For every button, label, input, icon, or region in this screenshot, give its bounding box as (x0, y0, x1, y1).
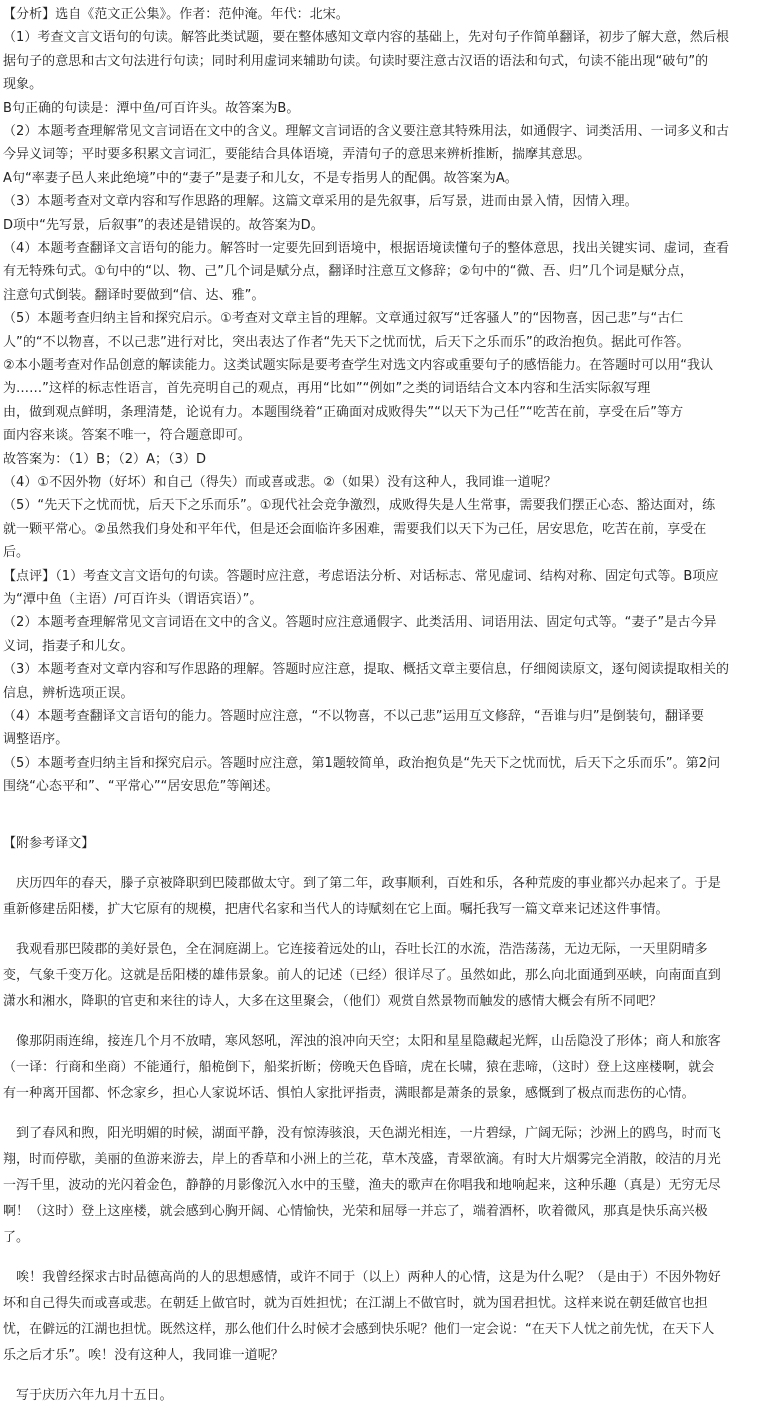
text-line: 潇水和湘水，降职的官吏和来往的诗人，大多在这里聚会，（他们）观赏自然景物而触发的感情大概会有所不同吧？ (3, 994, 663, 1009)
text-line: （5）“先天下之忧而忧，后天下之乐而乐”。①现代社会竞争激烈，成败得失是人生常事，需要我们摆正心态、豁达面对，练 (3, 498, 716, 514)
text-line: D项中“先写景，后叙事”的表述是错误的。故答案为D。 (3, 217, 324, 233)
text-line: 现象。 (3, 77, 43, 93)
text-line: 写于庆历六年九月十五日。 (3, 1388, 173, 1403)
text-line: 像那阴雨连绵，接连几个月不放晴，寒风怒吼，浑浊的浪冲向天空；太阳和星星隐藏起光辉，山岳隐没了形体；商人和旅客 (3, 1034, 721, 1049)
text-line: 义词，指妻子和儿女。 (3, 638, 134, 654)
text-line: 啊！（这时）登上这座楼，就会感到心胸开阔、心情愉快，光荣和屈辱一并忘了，端着酒杯，吹着微风，那真是快乐高兴极 (3, 1204, 708, 1219)
text-line: ②本小题考查对作品创意的解读能力。这类试题实际是要考查学生对选文内容或重要句子的感悟能力。在答题时可以用“我认 (3, 358, 714, 373)
text-line: 【分析】选自《范文正公集》。作者：范仲淹。年代：北宋。 (3, 7, 349, 22)
text-line: 一泻千里，波动的光闪着金色，静静的月影像沉入水中的玉璧，渔夫的歌声在你唱我和地响起来，这种乐趣（真是）无穷无尽 (3, 1178, 721, 1193)
text-line: 庆历四年的春天，滕子京被降职到巴陵郡做太守。到了第二年，政事顺利，百姓和乐，各种荒废的事业都兴办起来了。于是 (3, 876, 721, 891)
text-line: 人”的“不以物喜，不以己悲”进行对比，突出表达了作者“先天下之忧而忧，后天下之乐而乐”的政治抱负。据此可作答。 (3, 334, 690, 350)
text-line: （4）本题考查翻译文言语句的能力。解答时一定要先回到语境中，根据语境读懂句子的整体意思，找出关键实词、虚词，查看 (3, 241, 730, 256)
text-line: 翔，时而停歇，美丽的鱼游来游去，岸上的香草和小洲上的兰花，草木茂盛，青翠欲滴。有时大片烟雾完全消散，皎洁的月光 (3, 1152, 721, 1167)
text-line: （4）本题考查翻译文言语句的能力。答题时应注意，“不以物喜，不以己悲”运用互文修辞，“吾谁与归”是倒装句，翻译要 (3, 709, 705, 724)
text-line: （3）本题考查对文章内容和写作思路的理解。这篇文章采用的是先叙事，后写景，进而由景入情，因情入理。 (3, 194, 638, 210)
text-line: （5）本题考查归纳主旨和探究启示。答题时应注意，第1题较简单，政治抱负是“先天下之忧而忧，后天下之乐而乐”。第2问 (3, 755, 721, 771)
text-line: 注意句式倒装。翻译时要做到“信、达、雅”。 (3, 287, 265, 303)
text-line: 唉！我曾经探求古时品德高尚的人的思想感情，或许不同于（以上）两种人的心情，这是为什么呢？（是由于）不因外物好 (3, 1270, 721, 1285)
text-line: 就一颗平常心。②虽然我们身处和平年代，但是还会面临许多困难，需要我们以天下为己任，居安思危，吃苦在前，享受在 (3, 521, 707, 537)
text-line: 由，做到观点鲜明，条理清楚，论说有力。本题围绕着“正确面对成败得失”“以天下为己任”“吃苦在前，享受在后”等方 (3, 404, 684, 420)
text-line: 有无特殊句式。①句中的“以、物、己”几个词是赋分点，翻译时注意互文修辞；②句中的“微、吾、归”几个词是赋分点， (3, 264, 693, 280)
text-line: 后。 (3, 545, 30, 561)
text-line: 乐之后才乐”。唉！没有这种人，我同谁一道呢？ (3, 1348, 284, 1363)
text-line: 重新修建岳阳楼，扩大它原有的规模，把唐代名家和当代人的诗赋刻在它上面。嘱托我写一篇文章来记述这件事情。 (3, 902, 669, 917)
text-line: 到了春风和煦，阳光明媚的时候，湖面平静，没有惊涛骇浪，天色湖光相连，一片碧绿，广阔无际；沙洲上的鸥鸟，时而飞 (3, 1126, 721, 1141)
text-line: 我观看那巴陵郡的美好景色，全在洞庭湖上。它连接着远处的山，吞吐长江的水流，浩浩荡荡，无边无际，一天里阴晴多 (3, 942, 708, 957)
text-line: 为“潭中鱼（主语）/可百许头（谓语宾语）”。 (3, 592, 263, 607)
text-line: 今异义词等；平时要多积累文言词汇，要能结合具体语境，弄清句子的意思来辨析推断，揣摩其意思。 (3, 147, 591, 163)
text-line: 面内容来谈。答案不唯一，符合题意即可。 (3, 428, 251, 444)
text-line: 据句子的意思和古文句法进行句读；同时利用虚词来辅助句读。句读时要注意古汉语的语法和句式，句读不能出现“破句”的 (3, 53, 709, 69)
text-line: 故答案为：（1）B；（2）A；（3）D (3, 451, 207, 467)
text-line: 有一种离开国都、怀念家乡，担心人家说坏话、惧怕人家批评指责，满眼都是萧条的景象，感慨到了极点而悲伤的心情。 (3, 1086, 695, 1101)
text-line: （3）本题考查对文章内容和写作思路的理解。答题时应注意，提取、概括文章主要信息，仔细阅读原文，逐句阅读提取相关的 (3, 662, 730, 678)
text-line: （一译：行商和坐商）不能通行，船桅倒下，船桨折断；傍晚天色昏暗，虎在长啸，猿在悲啼，（这时）登上这座楼啊，就会 (3, 1060, 715, 1075)
text-line: 【点评】（1）考查文言文语句的句读。答题时应注意，考虑语法分析、对话标志、常见虚词、结构对称、固定句式等。B项应 (3, 568, 719, 584)
text-line: 围绕“心态平和”、“平常心”“居安思危”等阐述。 (3, 779, 279, 795)
text-line: 【附参考译文】 (3, 836, 95, 851)
text-line: 调整语序。 (3, 732, 69, 748)
text-line: 了。 (3, 1230, 30, 1245)
text-line: 忧，在僻远的江湖也担忧。既然这样，那么他们什么时候才会感到快乐呢？他们一定会说：“在天下人忧之前先忧，在天下人 (3, 1322, 715, 1337)
text-line: （4）①不因外物（好坏）和自己（得失）而或喜或悲。②（如果）没有这种人，我同谁一道呢？ (3, 475, 557, 490)
text-line: （1）考查文言文语句的句读。解答此类试题，要在整体感知文章内容的基础上，先对句子作简单翻译，初步了解大意，然后根 (3, 30, 730, 46)
text-line: A句“率妻子邑人来此绝境”中的“妻子”是妻子和儿女，不是专指男人的配偶。故答案为A。 (3, 170, 518, 186)
text-line: （5）本题考查归纳主旨和探究启示。①考查对文章主旨的理解。文章通过叙写“迁客骚人”的“因物喜，因己悲”与“古仁 (3, 311, 684, 327)
text-line: 变，气象千变万化。这就是岳阳楼的雄伟景象。前人的记述（已经）很详尽了。虽然如此，那么向北面通到巫峡，向南面直到 (3, 968, 721, 983)
text-line: B句正确的句读是：潭中鱼/可百许头。故答案为B。 (3, 100, 300, 116)
text-line: 坏和自己得失而或喜或悲。在朝廷上做官时，就为百姓担忧；在江湖上不做官时，就为国君担忧。这样来说在朝廷做官也担 (3, 1296, 708, 1311)
text-line: 信息，辨析选项正误。 (3, 685, 134, 701)
text-line: （2）本题考查理解常见文言词语在文中的含义。理解文言词语的含义要注意其特殊用法，如通假字、词类活用、一词多义和古 (3, 124, 730, 139)
text-line: 为……”这样的标志性语言，首先亮明自己的观点，再用“比如”“例如”之类的词语结合文本内容和生活实际叙写理 (3, 381, 651, 397)
text-line: （2）本题考查理解常见文言词语在文中的含义。答题时应注意通假字、此类活用、词语用法、固定句式等。“妻子”是古今异 (3, 615, 717, 631)
